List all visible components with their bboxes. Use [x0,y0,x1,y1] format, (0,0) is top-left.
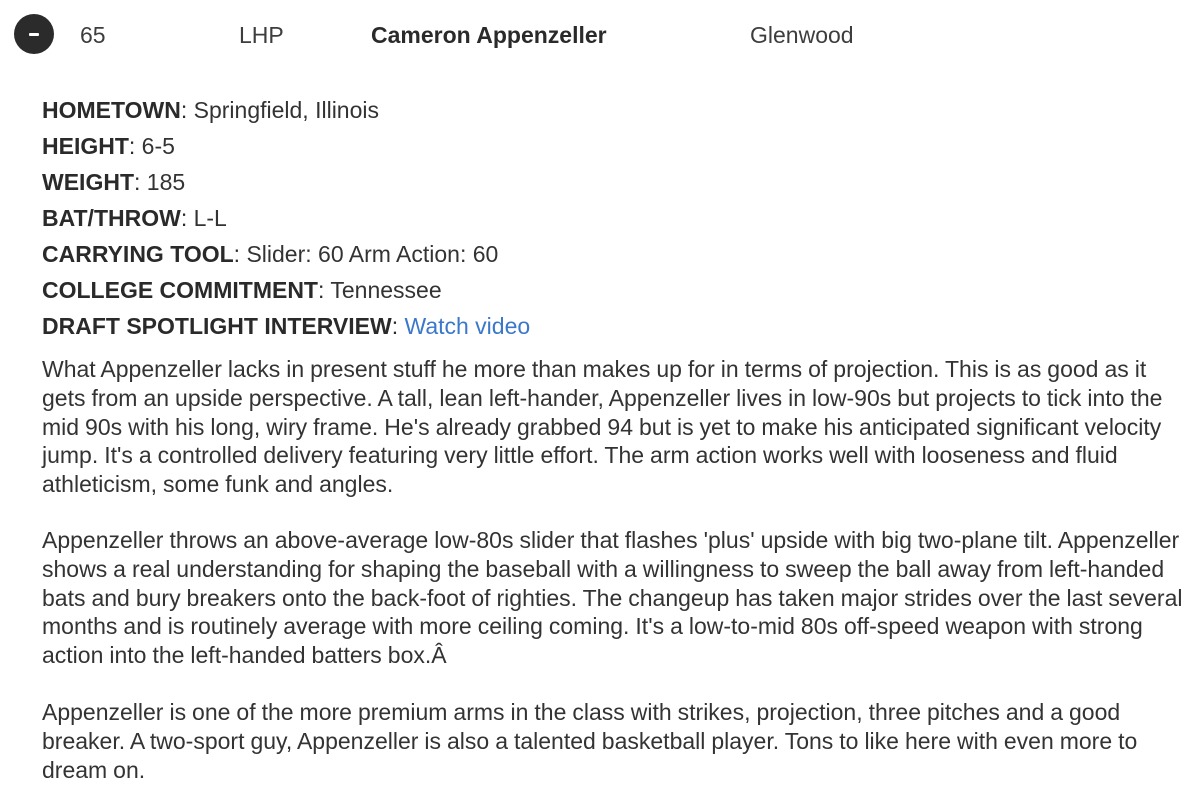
detail-interview: DRAFT SPOTLIGHT INTERVIEW: Watch video [42,313,531,339]
player-rank: 65 [80,22,106,48]
detail-label: BAT/THROW [42,205,181,231]
player-name: Cameron Appenzeller [371,22,607,48]
detail-value: 185 [146,169,186,195]
detail-bat-throw: BAT/THROW: L-L [42,205,227,231]
scouting-paragraph: Appenzeller is one of the more premium arms in the class with strikes, projection, three pitches and a good breaker. A two-sport guy, Appenzeller is also a talented basketball player. Tons to like here with even more to dream on. [42,699,1138,783]
detail-carrying-tool: CARRYING TOOL: Slider: 60 Arm Action: 60 [42,241,499,267]
player-school: Glenwood [750,22,854,48]
detail-label: CARRYING TOOL [42,241,234,267]
watch-video-link[interactable]: Watch video [404,313,531,339]
minus-icon [29,33,39,36]
detail-label: COLLEGE COMMITMENT [42,277,318,303]
detail-label: HEIGHT [42,133,129,159]
detail-value: 6-5 [141,133,175,159]
detail-label: HOMETOWN [42,97,181,123]
player-row-header[interactable] [0,0,1200,70]
detail-value: Tennessee [330,277,442,303]
detail-hometown: HOMETOWN: Springfield, Illinois [42,97,379,123]
detail-value: Slider: 60 Arm Action: 60 [246,241,499,267]
detail-height: HEIGHT: 6-5 [42,133,175,159]
detail-value: L-L [193,205,227,231]
player-details [42,92,1182,344]
detail-college: COLLEGE COMMITMENT: Tennessee [42,277,442,303]
player-position: LHP [239,22,284,48]
scouting-paragraph: What Appenzeller lacks in present stuff he more than makes up for in terms of projection. This is as good as it gets from an upside perspective. A tall, lean left-hander, Appenzeller lives in low-90s but projects to tick into the mid 90s with his long, wiry frame. He's already grabbed 94 but is yet to make his anticipated significant velocity jump. It's a controlled delivery featuring very little effort. The arm action works well with looseness and fluid athleticism, some funk and angles. [42,356,1163,498]
detail-label: DRAFT SPOTLIGHT INTERVIEW [42,313,392,339]
collapse-button[interactable] [14,14,54,54]
detail-label: WEIGHT [42,169,134,195]
scouting-paragraph: Appenzeller throws an above-average low-80s slider that flashes 'plus' upside with big two-plane tilt. Appenzeller shows a real understanding for shaping the baseball with a willingness to sweep the ball away from left-handed bats and bury breakers onto the back-foot of righties. The changeup has taken major strides over the last several months and is routinely average with more ceiling coming. It's a low-to-mid 80s off-speed weapon with strong action into the left-handed batters box.Â [42,527,1183,669]
detail-value: Springfield, Illinois [193,97,379,123]
detail-weight: WEIGHT: 185 [42,169,186,195]
